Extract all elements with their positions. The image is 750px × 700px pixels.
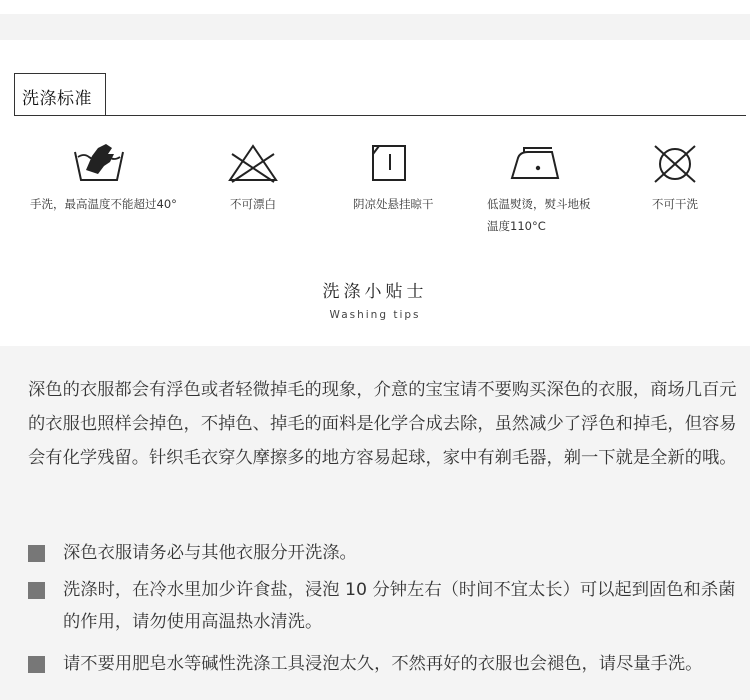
no-dry-clean-icon bbox=[648, 140, 702, 186]
tip-bullet-text: 洗涤时，在冷水里加少许食盐，浸泡 10 分钟左右（时间不宜太长）可以起到固色和杀菌的作用，请勿使用高温热水清洗。 bbox=[63, 580, 736, 632]
hand-wash-icon bbox=[72, 140, 126, 186]
low-iron-icon bbox=[508, 140, 562, 186]
section-divider bbox=[14, 115, 746, 116]
tips-subtitle: Washing tips bbox=[329, 309, 421, 321]
line-dry-shade-icon bbox=[367, 140, 413, 186]
care-item-iron bbox=[508, 140, 562, 186]
tips-paragraph: 深色的衣服都会有浮色或者轻微掉毛的现象，介意的宝宝请不要购买深色的衣服，商场几百元的衣服也照样会掉色，不掉色、掉毛的面料是化学合成去除，虽然减少了浮色和掉毛，但容易会有化学残留。针织毛衣穿久摩擦多的地方容易起球，家中有剃毛器，剃一下就是全新的哦。 bbox=[28, 380, 737, 468]
care-label-no-bleach: 不可漂白 bbox=[230, 197, 276, 211]
care-item-hand-wash bbox=[72, 140, 126, 186]
care-label-line-dry: 阴凉处悬挂晾干 bbox=[353, 197, 434, 211]
no-bleach-icon bbox=[226, 140, 280, 186]
care-label-iron-2: 温度110°C bbox=[487, 219, 546, 233]
care-label-hand-wash: 手洗，最高温度不能超过40° bbox=[30, 197, 177, 211]
top-band bbox=[0, 0, 750, 40]
section-title: 洗涤标准 bbox=[22, 89, 92, 109]
tips-title: 洗涤小贴士 bbox=[322, 282, 428, 302]
tip-bullet-text: 请不要用肥皂水等碱性洗涤工具浸泡太久，不然再好的衣服也会褪色，请尽量手洗。 bbox=[63, 654, 703, 674]
bullet-square-icon bbox=[28, 656, 45, 673]
tip-bullet-text: 深色衣服请务必与其他衣服分开洗涤。 bbox=[63, 543, 357, 563]
care-item-line-dry bbox=[367, 140, 413, 186]
care-item-no-dry-clean bbox=[648, 140, 702, 186]
care-label-no-dry-clean: 不可干洗 bbox=[652, 197, 698, 211]
care-item-no-bleach bbox=[226, 140, 280, 186]
care-label-iron-1: 低温熨烫，熨斗地板 bbox=[487, 197, 591, 211]
bullet-square-icon bbox=[28, 582, 45, 599]
bullet-square-icon bbox=[28, 545, 45, 562]
